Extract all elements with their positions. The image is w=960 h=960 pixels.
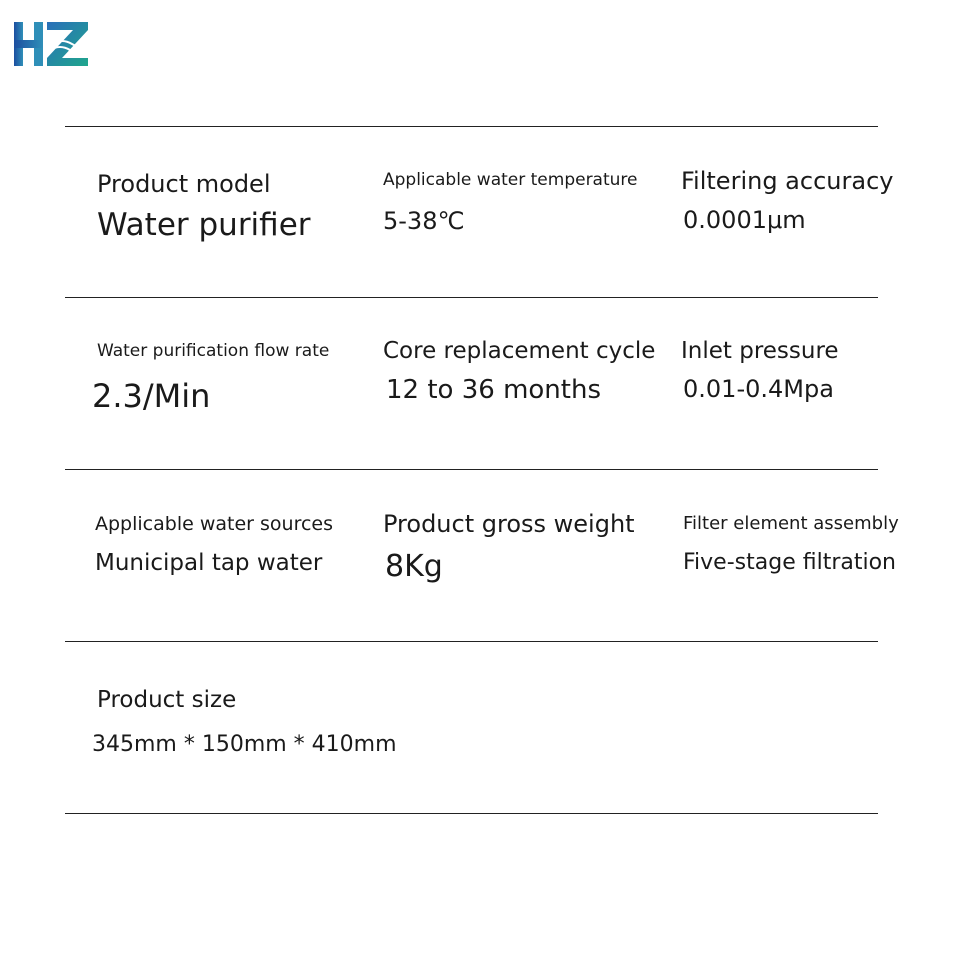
spec-label: Water purification flow rate bbox=[97, 341, 330, 361]
spec-value: Water purifier bbox=[97, 207, 311, 243]
spec-product-model bbox=[97, 172, 311, 241]
spec-value: 12 to 36 months bbox=[386, 375, 601, 405]
spec-label: Applicable water sources bbox=[95, 513, 334, 535]
spec-filtering-accuracy bbox=[681, 169, 893, 232]
spec-value: Municipal tap water bbox=[95, 550, 323, 576]
spec-label: Core replacement cycle bbox=[383, 338, 656, 364]
spec-value: 8Kg bbox=[385, 549, 443, 584]
spec-water-sources bbox=[95, 515, 333, 575]
spec-product-size bbox=[92, 687, 397, 757]
spec-label: Product size bbox=[97, 687, 237, 713]
hz-logo-icon bbox=[12, 20, 92, 70]
divider-top bbox=[65, 126, 878, 127]
divider-row-2 bbox=[65, 469, 878, 470]
spec-value: 2.3/Min bbox=[92, 377, 211, 415]
spec-gross-weight bbox=[383, 512, 635, 582]
spec-filter-assembly bbox=[683, 515, 899, 574]
divider-row-1 bbox=[65, 297, 878, 298]
divider-bottom bbox=[65, 813, 878, 814]
spec-value: 345mm * 150mm * 410mm bbox=[92, 732, 397, 757]
spec-flow-rate bbox=[92, 341, 330, 415]
spec-label: Product gross weight bbox=[383, 510, 635, 538]
spec-inlet-pressure bbox=[681, 340, 839, 401]
spec-value: Five-stage filtration bbox=[683, 550, 896, 575]
spec-label: Filter element assembly bbox=[683, 513, 899, 534]
spec-value: 0.0001μm bbox=[683, 206, 806, 234]
spec-label: Applicable water temperature bbox=[383, 170, 638, 190]
spec-label: Filtering accuracy bbox=[681, 167, 894, 195]
spec-label: Inlet pressure bbox=[681, 338, 839, 364]
spec-label: Product model bbox=[97, 170, 271, 198]
divider-row-3 bbox=[65, 641, 878, 642]
spec-value: 0.01-0.4Mpa bbox=[683, 375, 834, 403]
spec-value: 5-38℃ bbox=[383, 207, 465, 235]
brand-logo bbox=[12, 20, 92, 70]
spec-water-temperature bbox=[383, 172, 638, 233]
spec-core-replacement bbox=[383, 340, 655, 403]
